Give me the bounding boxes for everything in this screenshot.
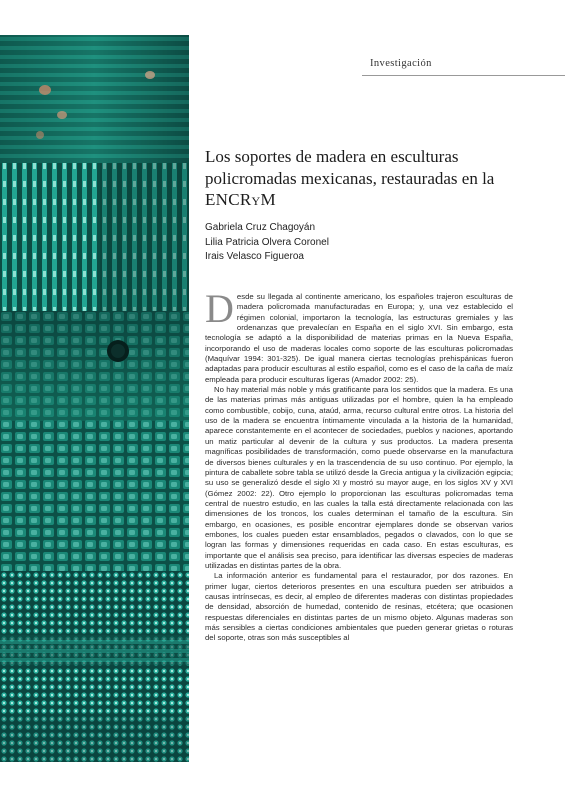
paragraph-text: esde su llegada al continente americano, los españoles trajeron esculturas de madera policromada manufacturadas en Europa; y, una vez establecido el régimen colonial, importaron la tecnología, las estructuras gremiales y las ordenanzas que prevalecían en España en el siglo XVI. Sin embargo, esta tecnología se adaptó a la disponibilidad de materias primas en la Nueva España, incorporando el uso de maderas locales como soporte de las esculturas policromadas (Maquívar 1994: 301-325). De igual manera ciertas tecnologías prehispánicas fueron adaptadas para producir esculturas al estilo español, como es el caso de la caña de maíz empleada para producir esculturas ligeras (Amador 2002: 25).	[205, 292, 513, 384]
author-list	[205, 221, 329, 265]
author-name: Irais Velasco Figueroa	[205, 251, 304, 262]
author-name: Lilia Patricia Olvera Coronel	[205, 236, 329, 248]
section-label: Investigación	[370, 58, 432, 69]
drop-cap: D	[205, 286, 234, 331]
micrograph-svg	[0, 35, 189, 762]
paragraph: No hay material más noble y más gratificante para los sentidos que la madera. Es una de las materias primas más antiguas utilizadas por el hombre, quien la ha empleado como combustible, cobijo, cuna, ataúd, arma, recurso cultural entre otros. La historia del uso de la madera se encuentra íntimamente vinculada a la historia de la humanidad, aparece constantemente en el acontecer de sociedades, pueblos y naciones, aportando un matiz particular al devenir de la cultura y sus productos. La madera presenta magníficas posibilidades de transformación, como puede observarse en la manufactura de diversos bienes culturales y en la trascendencia de su uso continuo. Por ejemplo, la pintura de caballete sobre tabla se utilizó desde la Grecia antigua y la civilización egipcia; su uso se generalizó desde el siglo XI y mostró su mayor auge, en los siglos XV y XVI (Gómez 2002: 22). Otro ejemplo lo proporcionan las esculturas policromadas tema central de nuestro estudio, en las cuales la talla está directamente relacionada con las dimensiones de los troncos, los cuales determinan el tamaño de la escultura. Sin embargo, en ocasiones, es posible encontrar ejemplares donde se observan varios embones, los cuales pueden estar ensamblados, pegados o clavados, con lo que se logran las formas y dimensiones requeridas en cada caso. En estas esculturas, es importante que el análisis sea preciso, para identificar las diversas especies de maderas utilizadas en distintas partes de la obra.	[205, 385, 513, 570]
paragraph	[205, 286, 513, 385]
article-title-institution: ENCRyM	[205, 190, 276, 209]
author-name: Gabriela Cruz Chagoyán	[205, 222, 316, 233]
article-body	[205, 286, 513, 644]
wood-micrograph-image	[0, 35, 189, 762]
article-title	[205, 146, 535, 211]
section-divider	[362, 75, 565, 76]
article-title-main: Los soportes de madera en esculturas policromadas mexicanas, restauradas en la	[205, 147, 495, 188]
paragraph: La información anterior es fundamental para el restaurador, por dos razones. En primer lugar, ciertos deterioros presentes en una escultura pueden ser atribuidos a causas intrínsecas, es decir, al empleo de diferentes maderas con distintas propiedades de densidad, absorción de humedad, contenido de resinas, etcétera; que ocasionen respuestas diferenciales en distintas partes de un mismo objeto. Algunas maderas son más sensibles a ciertas condiciones ambientales que pueden generar grietas o roturas del soporte, otras son más susceptibles al	[205, 571, 513, 643]
